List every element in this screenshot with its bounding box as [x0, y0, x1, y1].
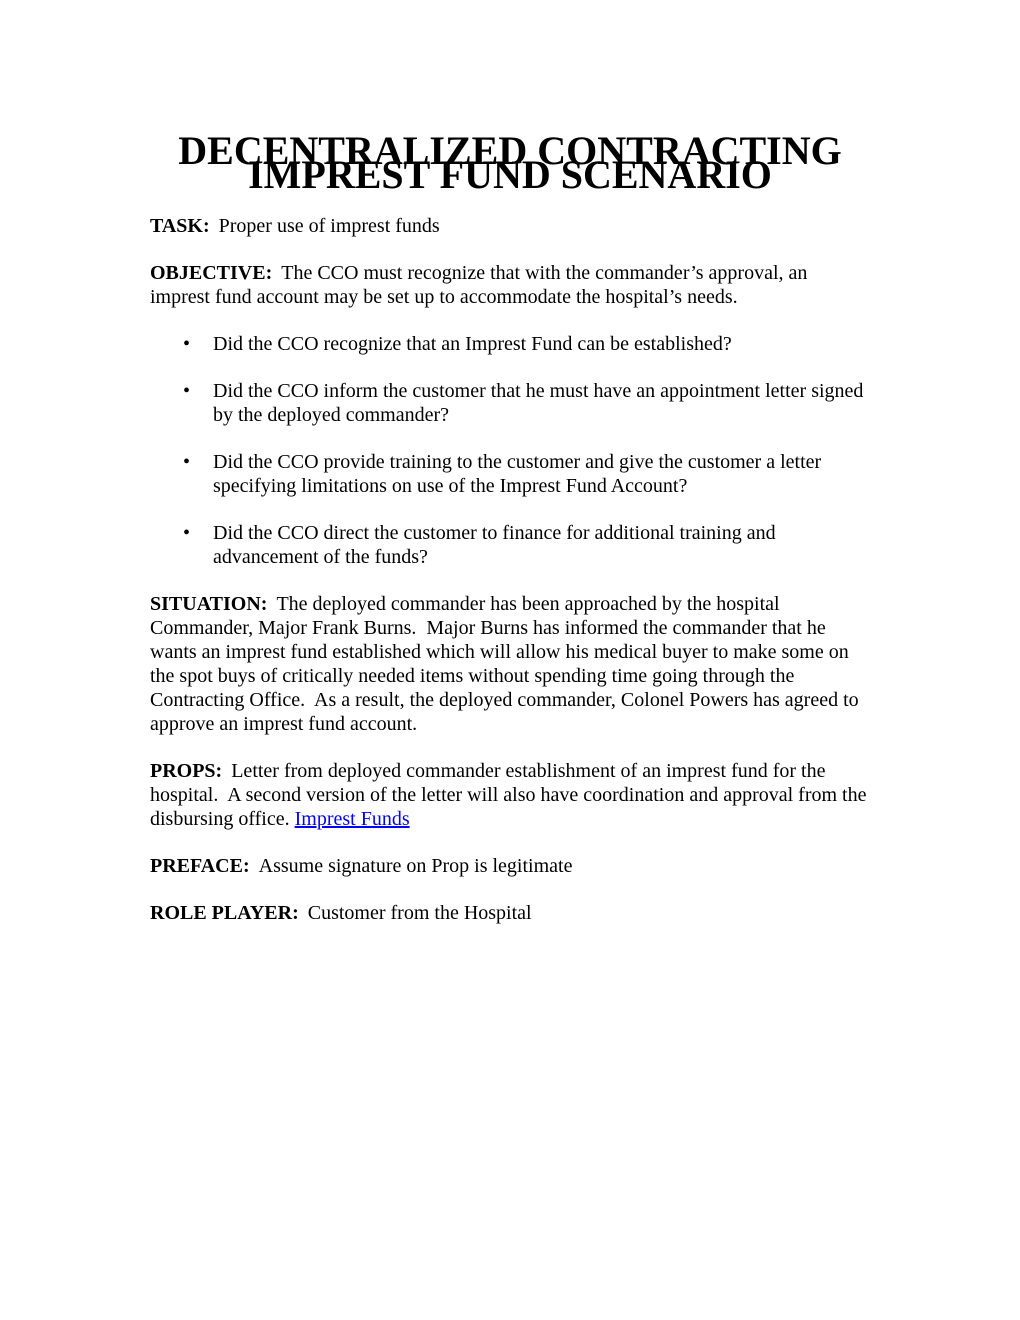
- objective-label: OBJECTIVE:: [150, 262, 273, 284]
- bullet-text: Did the CCO inform the customer that he must have an appointment letter signed by the deployed commander?: [213, 380, 869, 426]
- document-title: DECENTRALIZED CONTRACTING IMPREST FUND SCENARIO: [178, 128, 842, 197]
- paragraph-objective: [150, 261, 870, 309]
- bullet-icon: •: [183, 380, 191, 402]
- paragraph-role-player: [150, 901, 870, 925]
- bullet-text: Did the CCO direct the customer to finance for additional training and advancement of the funds?: [213, 522, 781, 568]
- preface-label: PREFACE:: [150, 855, 250, 877]
- role-player-label: ROLE PLAYER:: [150, 902, 299, 924]
- props-text: Letter from deployed commander establishment of an imprest fund for the hospital. A second version of the letter will also have coordination and approval from the disbursing office.: [150, 760, 872, 830]
- role-player-text: Customer from the Hospital: [307, 902, 532, 924]
- preface-text: Assume signature on Prop is legitimate: [258, 855, 573, 877]
- list-item: [150, 332, 870, 356]
- list-item: [150, 450, 870, 498]
- situation-label: SITUATION:: [150, 593, 268, 615]
- paragraph-preface: [150, 854, 870, 878]
- bullet-icon: •: [183, 333, 191, 355]
- bullet-icon: •: [183, 522, 191, 544]
- bullet-icon: •: [183, 451, 191, 473]
- task-label: TASK:: [150, 215, 210, 237]
- bullet-text: Did the CCO provide training to the customer and give the customer a letter specifying limitations on use of the Imprest Fund Account?: [213, 451, 827, 497]
- paragraph-situation: [150, 592, 870, 736]
- list-item: [150, 379, 870, 427]
- imprest-funds-link[interactable]: Imprest Funds: [294, 808, 410, 830]
- situation-text: The deployed commander has been approached by the hospital Commander, Major Frank Burns. Major Burns has informed the commander that he wants an imprest fund established which will allow his medical buyer to make some on the spot buys of critically needed items without spending time going through the Contracting Office. As a result, the deployed commander, Colonel Powers has agreed to approve an imprest fund account.: [150, 593, 864, 735]
- props-label: PROPS:: [150, 760, 223, 782]
- task-text: Proper use of imprest funds: [218, 215, 440, 237]
- list-item: [150, 521, 870, 569]
- paragraph-props: [150, 759, 870, 831]
- objective-text: The CCO must recognize that with the commander’s approval, an imprest fund account may be set up to accommodate the hospital’s needs.: [150, 262, 813, 308]
- paragraph-task: [150, 214, 870, 238]
- bullet-text: Did the CCO recognize that an Imprest Fund can be established?: [213, 333, 732, 355]
- bullet-list: [150, 332, 870, 569]
